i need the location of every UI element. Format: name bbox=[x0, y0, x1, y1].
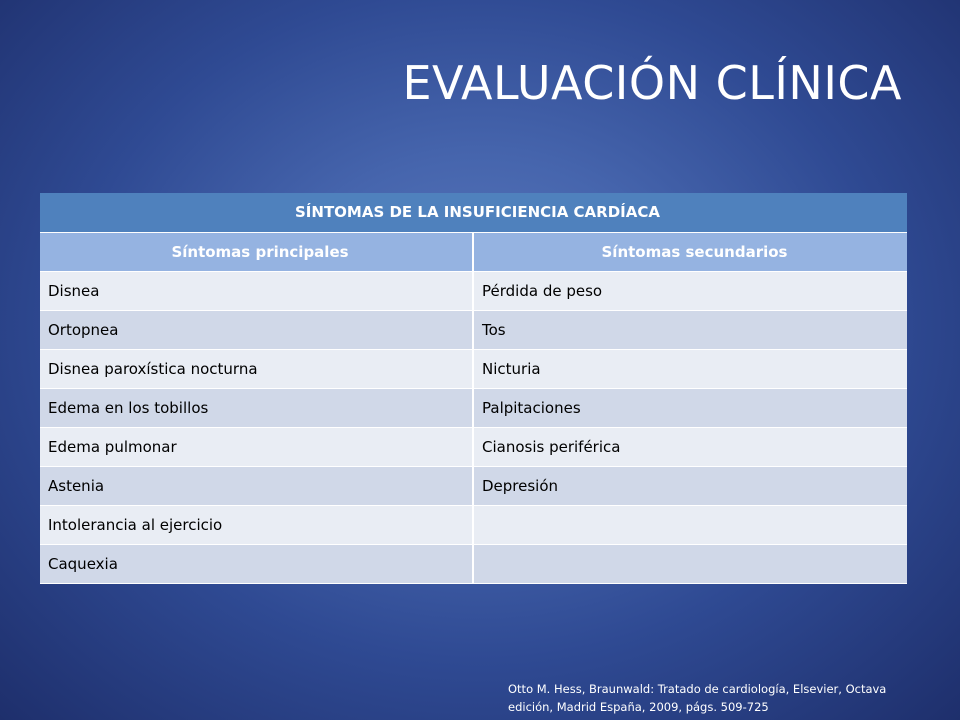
table-row bbox=[40, 310, 907, 349]
citation bbox=[508, 680, 938, 716]
primary-symptom-cell: Ortopnea bbox=[40, 310, 473, 349]
primary-symptom-cell: Intolerancia al ejercicio bbox=[40, 505, 473, 544]
table-row bbox=[40, 427, 907, 466]
table-caption: SÍNTOMAS DE LA INSUFICIENCIA CARDÍACA bbox=[40, 193, 907, 232]
primary-symptom-cell: Astenia bbox=[40, 466, 473, 505]
secondary-symptom-cell bbox=[473, 544, 907, 583]
primary-symptom-cell: Edema en los tobillos bbox=[40, 388, 473, 427]
table-row bbox=[40, 271, 907, 310]
table-row bbox=[40, 505, 907, 544]
secondary-symptom-cell: Nicturia bbox=[473, 349, 907, 388]
symptoms-table bbox=[40, 193, 907, 584]
table-header-row bbox=[40, 232, 907, 271]
table-row bbox=[40, 349, 907, 388]
table-row bbox=[40, 466, 907, 505]
secondary-symptom-cell: Depresión bbox=[473, 466, 907, 505]
secondary-symptom-cell: Tos bbox=[473, 310, 907, 349]
secondary-symptom-cell: Cianosis periférica bbox=[473, 427, 907, 466]
citation-line: Otto M. Hess, Braunwald: Tratado de cardiología, Elsevier, Octava bbox=[508, 682, 887, 696]
table-caption-row bbox=[40, 193, 907, 232]
secondary-symptom-cell bbox=[473, 505, 907, 544]
citation-line: edición, Madrid España, 2009, págs. 509-725 bbox=[508, 700, 769, 714]
secondary-symptom-cell: Pérdida de peso bbox=[473, 271, 907, 310]
secondary-symptom-cell: Palpitaciones bbox=[473, 388, 907, 427]
primary-symptom-cell: Disnea paroxística nocturna bbox=[40, 349, 473, 388]
table-row bbox=[40, 544, 907, 583]
header-primary-symptoms: Síntomas principales bbox=[40, 232, 473, 271]
primary-symptom-cell: Disnea bbox=[40, 271, 473, 310]
slide-title: EVALUACIÓN CLÍNICA bbox=[402, 56, 902, 110]
primary-symptom-cell: Caquexia bbox=[40, 544, 473, 583]
primary-symptom-cell: Edema pulmonar bbox=[40, 427, 473, 466]
header-secondary-symptoms: Síntomas secundarios bbox=[473, 232, 907, 271]
table-row bbox=[40, 388, 907, 427]
